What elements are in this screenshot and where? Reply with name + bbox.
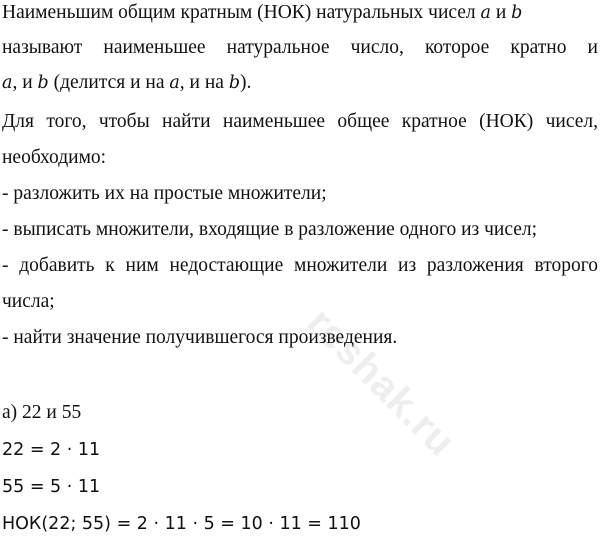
method-intro-line-1: Для того, чтобы найти наименьшее общее кратное (НОК) чисел, — [2, 111, 598, 132]
step-item: - выписать множители, входящие в разложение одного из чисел; — [2, 219, 538, 240]
text: ). — [240, 72, 252, 93]
definition-text: Наименьшим общим кратным (НОК) натуральных чисел — [2, 2, 481, 23]
step-item-continuation: числа; — [2, 291, 55, 312]
var-a: a — [169, 73, 180, 93]
text: (делится и на — [48, 72, 170, 93]
method-intro-line-2: необходимо: — [2, 147, 107, 168]
example-heading: а) 22 и 55 — [2, 402, 82, 423]
step-item: - разложить их на простые множители; — [2, 183, 327, 204]
text: , и — [12, 72, 38, 93]
var-b: b — [511, 3, 523, 23]
var-b: b — [37, 73, 49, 93]
definition-line-3 — [2, 70, 251, 96]
step-item: - добавить к ним недостающие множители из разложения второго — [2, 255, 598, 276]
watermark: reshak.ru — [298, 300, 464, 465]
definition-line-2: называют наименьшее натуральное число, которое кратно и — [2, 37, 598, 58]
var-a: a — [2, 73, 13, 93]
definition-line-1 — [2, 0, 522, 26]
conjunction: и — [490, 2, 512, 23]
factorization-55: 55 = 5 · 11 — [2, 477, 101, 497]
text: , и на — [179, 72, 229, 93]
factorization-22: 22 = 2 · 11 — [2, 440, 101, 460]
var-b: b — [228, 73, 241, 93]
step-item: - найти значение получившегося произведения. — [2, 327, 398, 348]
var-a: a — [480, 3, 491, 23]
lcm-result: НОК(22; 55) = 2 · 11 · 5 = 10 · 11 = 110 — [2, 514, 361, 534]
